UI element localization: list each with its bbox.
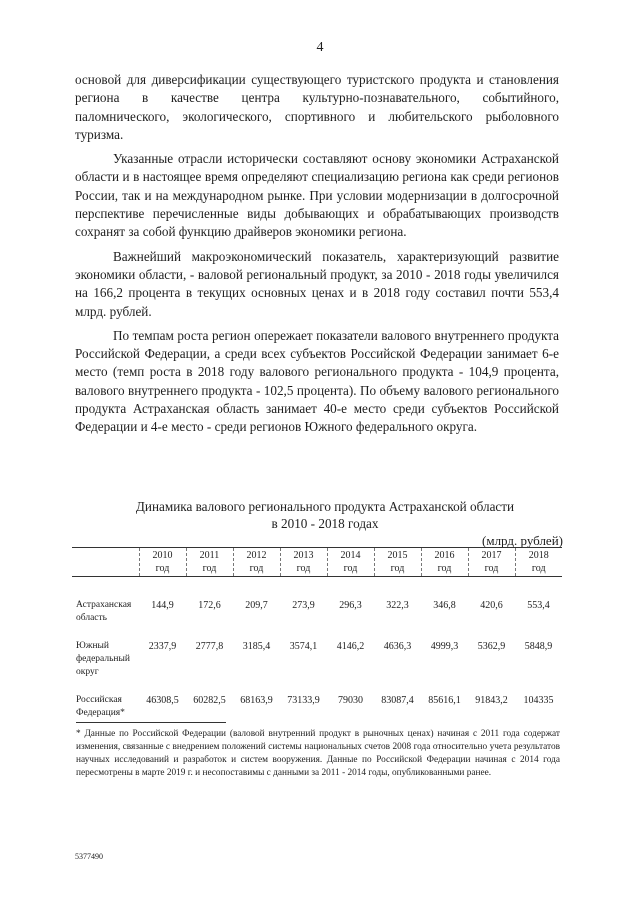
table-header-row (72, 548, 562, 577)
table-title (75, 498, 575, 532)
year-header: 2017 год (468, 548, 515, 577)
page-number: 4 (316, 40, 324, 55)
footnote: * Данные по Российской Федерации (валовой внутренний продукт в рыночных ценах) начиная с 2011 года содержат изменения, связанные с внедрением положений системы национальных счетов 2008 года относительно учета результатов научных исследований и разработок и систем вооружения. Данные по Российской Федерации начиная с 2014 года пересмотрены в марте 2019 г. и несопоставимы с данными за 2011 - 2014 годы, опубликованными ранее. (76, 729, 560, 778)
table-unit: (млрд. рублей) (482, 533, 563, 548)
paragraph-4: По темпам роста регион опережает показатели валового внутреннего продукта Российской Федерации, а среди всех субъектов Российской Федерации занимает 6-е место (темп роста в 2018 году валового регионального продукта - 104,9 процента, валового внутреннего продукта - 102,5 процента). По объему валового регионального продукта Астраханская область занимает 40-е место среди субъектов Российской Федерации и 4-е место - среди регионов Южного федерального округа. (75, 327, 559, 435)
footnote-divider (76, 722, 226, 723)
table-cell: 68163,9 (240, 695, 273, 706)
table-cell: 172,6 (198, 600, 221, 611)
table-cell: 83087,4 (381, 695, 414, 706)
table-cell: 85616,1 (428, 695, 461, 706)
table-cell: 346,8 (433, 600, 456, 611)
row-label: Южный федеральный округ (76, 641, 130, 677)
table-cell: 91843,2 (475, 695, 508, 706)
table-row (72, 577, 562, 627)
row-label: Российская Федерация* (76, 695, 125, 718)
table-cell: 2337,9 (148, 641, 177, 652)
paragraph-1: основой для диверсификации существующего туристского продукта и становления региона в качестве центра культурно-познавательного, событийного, паломнического, экологического, спортивного и любительского рыболовного туризма. (75, 72, 559, 142)
grp-table (72, 547, 562, 721)
table-cell: 5848,9 (524, 641, 553, 652)
year-header: 2014 год (327, 548, 374, 577)
table-cell: 73133,9 (287, 695, 320, 706)
row-label: Астраханская область (76, 600, 132, 623)
year-header: 2016 год (421, 548, 468, 577)
table-cell: 4146,2 (336, 641, 365, 652)
table-row (72, 626, 562, 680)
table-cell: 104335 (523, 695, 554, 706)
table-cell: 2777,8 (195, 641, 224, 652)
table-cell: 296,3 (339, 600, 362, 611)
table-cell: 420,6 (480, 600, 503, 611)
paragraph-2: Указанные отрасли исторически составляют основу экономики Астраханской области и в настоящее время определяют специализацию региона как среди регионов России, так и на международном рынке. При условии модернизации в долгосрочной перспективе перечисленные виды добывающих и обрабатывающих производств сохранят за собой функцию драйверов экономики региона. (75, 151, 559, 240)
table-cell: 79030 (338, 695, 363, 706)
table-title-line-2: в 2010 - 2018 годах (271, 516, 379, 531)
year-header: 2015 год (374, 548, 421, 577)
table-cell: 273,9 (292, 600, 315, 611)
document-code: 5377490 (75, 852, 103, 861)
year-header: 2012 год (233, 548, 280, 577)
table-cell: 4636,3 (383, 641, 412, 652)
table-cell: 5362,9 (477, 641, 506, 652)
year-header: 2018 год (515, 548, 562, 577)
body-text (75, 71, 559, 437)
year-header: 2010 год (139, 548, 186, 577)
table-cell: 553,4 (527, 600, 550, 611)
table-cell: 3574,1 (289, 641, 318, 652)
year-header: 2013 год (280, 548, 327, 577)
table-row (72, 680, 562, 721)
table-cell: 4999,3 (430, 641, 459, 652)
table-title-line-1: Динамика валового регионального продукта Астраханской области (135, 499, 515, 514)
table-cell: 144,9 (151, 600, 174, 611)
paragraph-3: Важнейший макроэкономический показатель, характеризующий развитие экономики области, - валовой региональный продукт, за 2010 - 2018 годы увеличился на 166,2 процента в текущих основных ценах и в 2018 году составил почти 553,4 млрд. рублей. (75, 248, 559, 319)
table-cell: 60282,5 (193, 695, 226, 706)
table-cell: 46308,5 (146, 695, 179, 706)
table-cell: 322,3 (386, 600, 409, 611)
year-header: 2011 год (186, 548, 233, 577)
table-cell: 209,7 (245, 600, 268, 611)
table-cell: 3185,4 (242, 641, 271, 652)
table-header-corner (72, 548, 139, 577)
